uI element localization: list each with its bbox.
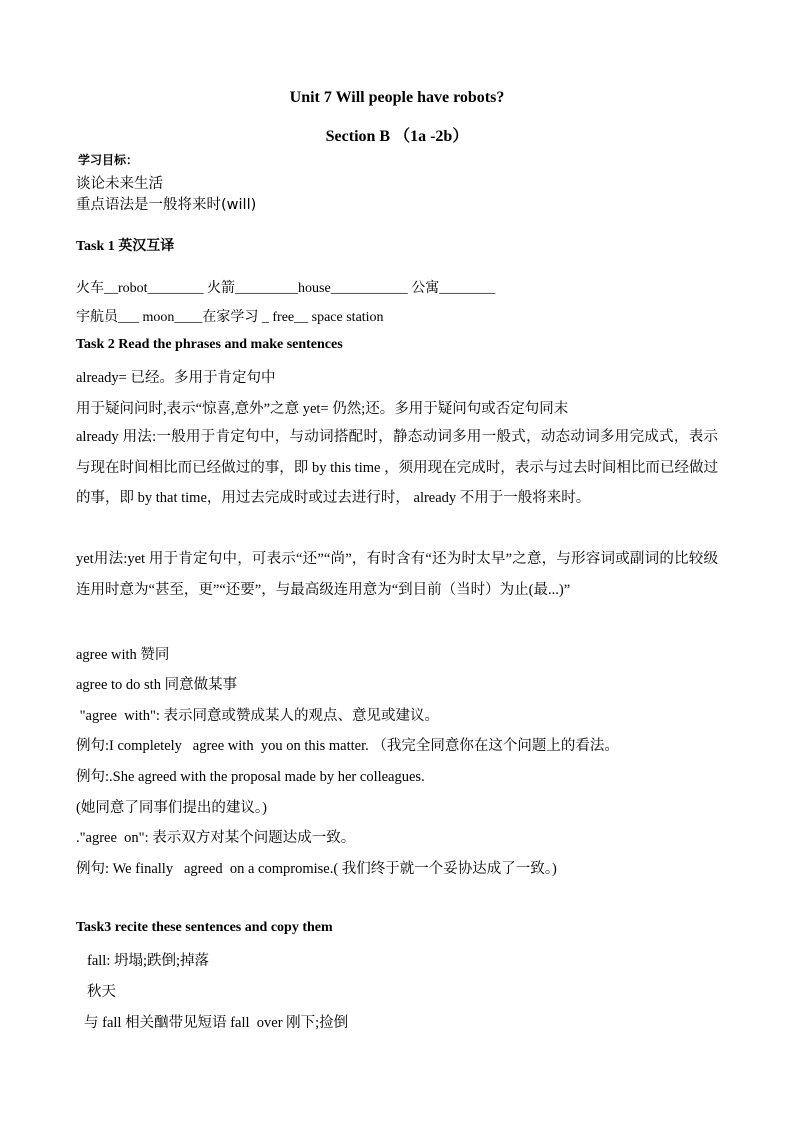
task2-heading: Task 2 Read the phrases and make sentences	[76, 337, 343, 352]
example-sentence: 例句:.She agreed with the proposal made by her colleagues.	[76, 769, 425, 785]
example-sentence: 例句:I completely agree with you on this matter. （我完全同意你在这个问题上的看法。	[76, 738, 619, 754]
example-translation: (她同意了同事们提出的建议。)	[76, 800, 267, 816]
agree-line: agree to do sth 同意做某事	[76, 677, 238, 693]
objectives-label: 学习目标：	[78, 153, 139, 167]
already-usage-paragraph: already 用法:一般用于肯定句中，与动词搭配时，静态动词多用一般式，动态动词多用完成式，表示与现在时间相比而已经做过的事，即 by this time ，须用现在完成时，表示与过去时间相比而已经做过的事，即 by that time，用过去完成时或过去进行时， already 不用于一般将来时。	[76, 429, 718, 506]
objective-item: 重点语法是一般将来时(will)	[76, 197, 257, 213]
agree-line: ."agree on": 表示双方对某个问题达成一致。	[76, 830, 356, 846]
agree-line: agree with 赞同	[76, 647, 170, 663]
task2-line: already= 已经。多用于肯定句中	[76, 370, 276, 386]
agree-line: "agree with": 表示同意或赞成某人的观点、意见或建议。	[76, 708, 440, 724]
task3-line: fall: 坍塌;跌倒;掉落	[87, 953, 210, 969]
task3-heading: Task3 recite these sentences and copy them	[76, 920, 333, 935]
task1-line: 宇航员___ moon____在家学习 _ free__ space station	[76, 310, 384, 325]
task3-line: 秋天	[87, 984, 116, 1000]
section-subtitle: Section B （1a -2b）	[325, 128, 469, 145]
example-sentence: 例句: We finally agreed on a compromise.( 我们终于就一个妥协达成了一致。)	[76, 861, 557, 877]
objective-item: 谈论未来生活	[76, 176, 163, 192]
document-title: Unit 7 Will people have robots?	[289, 89, 505, 106]
task2-line: 用于疑问问时,表示“惊喜,意外”之意 yet= 仍然;还。多用于疑问句或否定句同末	[76, 401, 569, 417]
yet-usage-paragraph: yet用法:yet 用于肯定句中，可表示“还”“尚”，有时含有“还为时太早”之意，与形容词或副词的比较级连用时意为“甚至，更”“还要”，与最高级连用意为“到目前（当时）为止(最...)”	[76, 551, 718, 598]
task3-line: 与 fall 相关酗带见短语 fall over 刚下;捡倒	[84, 1015, 349, 1031]
task1-heading: Task 1 英汉互译	[76, 239, 175, 254]
task1-line: 火车__robot________ 火箭_________house___________ 公寓________	[76, 281, 496, 296]
